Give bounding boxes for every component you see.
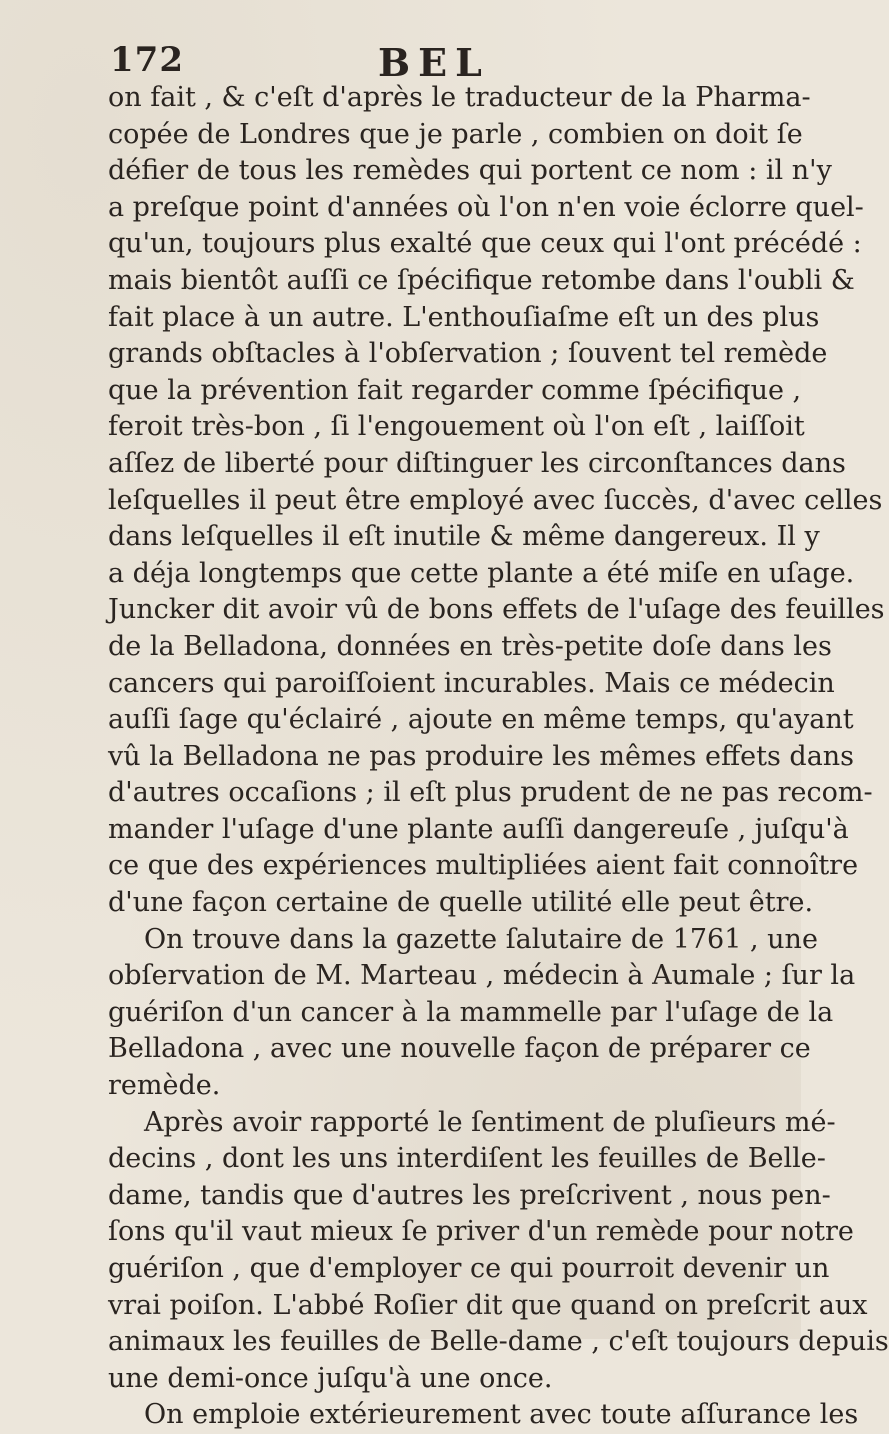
text-line: aſſez de liberté pour diſtinguer les circonſtances dans [108, 447, 846, 479]
text-line: grands obſtacles à l'obſervation ; ſouvent tel remède [108, 338, 828, 370]
text-line: mais bientôt auſſi ce ſpécifique retombe dans l'oubli & [108, 264, 855, 296]
text-line: vû la Belladona ne pas produire les mêmes effets dans [108, 740, 855, 772]
text-line: ce que des expériences multipliées aient fait connoître [108, 850, 859, 882]
text-line: une demi-once juſqu'à une once. [108, 1362, 553, 1394]
text-line: défier de tous les remèdes qui portent ce nom : il n'y [108, 155, 832, 187]
text-line: feroit très-bon , ſi l'engouement où l'on eſt , laiſſoit [108, 411, 805, 443]
text-line: a preſque point d'années où l'on n'en voie éclorre quel- [108, 191, 864, 223]
body-text [108, 80, 889, 1434]
text-line: Juncker dit avoir vû de bons effets de l'uſage des feuilles [108, 594, 885, 626]
text-line: cancers qui paroiſſoient incurables. Mais ce médecin [108, 667, 835, 699]
running-head: BEL [378, 40, 490, 85]
text-line: mander l'uſage d'une plante auſſi dangereuſe , juſqu'à [108, 813, 849, 845]
text-line: Belladona , avec une nouvelle façon de préparer ce [108, 1033, 811, 1065]
text-line: guériſon d'un cancer à la mammelle par l'uſage de la [108, 996, 834, 1028]
paragraph-start-line: Après avoir rapporté le ſentiment de pluſieurs mé- [144, 1106, 836, 1138]
text-line: guériſon , que d'employer ce qui pourroit devenir un [108, 1253, 830, 1284]
text-line: que la prévention fait regarder comme ſpécifique , [108, 374, 802, 406]
text-line: leſquelles il peut être employé avec ſuccès, d'avec celles [108, 484, 883, 516]
paragraph-start-line: On trouve dans la gazette ſalutaire de 1761 , une [144, 923, 818, 955]
text-line: de la Belladona, données en très-petite doſe dans les [108, 630, 832, 662]
text-line: decins , dont les uns interdiſent les feuilles de Belle- [108, 1143, 826, 1175]
text-line: on fait , & c'eſt d'après le traducteur de la Pharma- [108, 82, 811, 113]
text-line: remède. [108, 1070, 221, 1102]
text-line: d'une façon certaine de quelle utilité elle peut être. [108, 887, 814, 919]
text-line: a déja longtemps que cette plante a été miſe en uſage. [108, 557, 855, 589]
text-line: copée de Londres que je parle , combien on doit ſe [108, 118, 803, 150]
text-line: vrai poiſon. L'abbé Roſier dit que quand on preſcrit aux [108, 1289, 868, 1321]
text-line: dans leſquelles il eſt inutile & même dangereux. Il y [108, 521, 820, 553]
text-line: animaux les feuilles de Belle-dame , c'eſt toujours depuis [108, 1326, 889, 1358]
page-number: 172 [110, 40, 184, 80]
text-line: obſervation de M. Marteau , médecin à Aumale ; ſur la [108, 960, 856, 992]
text-line: qu'un, toujours plus exalté que ceux qui l'ont précédé : [108, 228, 862, 260]
text-line: auſſi ſage qu'éclairé , ajoute en même temps, qu'ayant [108, 704, 854, 736]
text-line: ſons qu'il vaut mieux ſe priver d'un remède pour notre [108, 1216, 854, 1248]
paragraph-start-line: On emploie extérieurement avec toute aſſurance les [144, 1399, 859, 1431]
text-line: d'autres occaſions ; il eſt plus prudent de ne pas recom- [108, 777, 873, 809]
text-line: dame, tandis que d'autres les preſcrivent , nous pen- [108, 1179, 831, 1211]
text-line: fait place à un autre. L'enthouſiaſme eſt un des plus [108, 301, 820, 333]
